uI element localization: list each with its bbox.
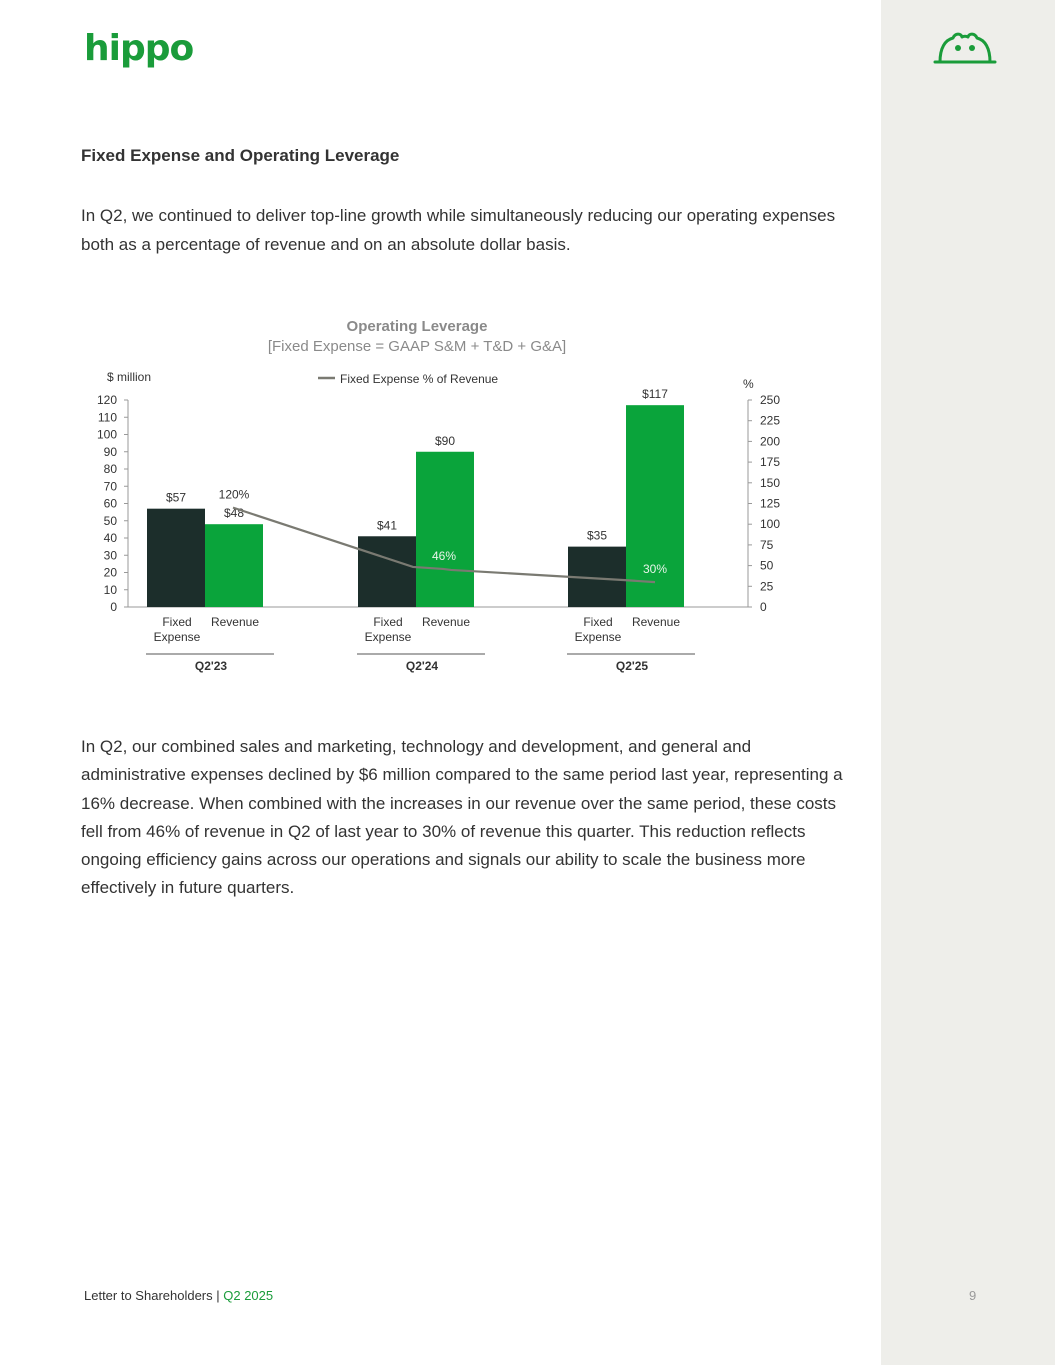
y-tick-label-right: 75 [760,537,774,552]
y-tick-label-left: 110 [97,410,117,425]
bar-fixed-expense [147,509,205,607]
y-tick-label-right: 125 [760,496,781,511]
bar-revenue [205,524,263,607]
y-tick-label-left: 0 [110,600,117,614]
footer-text: Letter to Shareholders | [84,1288,224,1303]
y-tick-label-left: 40 [103,531,117,545]
chart-title: Operating Leverage [346,318,488,335]
x-category-fixed-expense: Fixed Expense [574,615,622,644]
y-tick-label-right: 225 [760,413,781,428]
bar-revenue [416,452,474,607]
y-tick-label-left: 50 [103,513,117,528]
group-label: Q2'25 [615,659,649,673]
y-tick-label-left: 10 [103,582,117,597]
y-tick-label-right: 150 [760,475,781,490]
x-category-revenue: Revenue [631,615,681,629]
page-sidebar [881,0,1055,1365]
y-tick-label-left: 70 [103,479,117,494]
x-category-revenue: Revenue [421,615,471,629]
y-tick-label-right: 175 [760,455,781,470]
footer-quarter: Q2 2025 [223,1288,274,1303]
bar-label-revenue: $90 [434,433,456,448]
y-tick-label-right: 200 [760,434,781,449]
x-category-fixed-expense: Fixed Expense [364,615,412,644]
x-category-fixed-expense: Fixed Expense [153,615,201,644]
y-tick-label-left: 60 [103,496,117,511]
page-number: 9 [969,1288,977,1303]
y-tick-label-right: 100 [760,517,781,532]
footer [84,1288,273,1303]
line-label: 46% [431,548,457,563]
bar-label-revenue: $117 [642,387,668,402]
y-tick-label-left: 100 [96,427,117,442]
group-label: Q2'24 [405,659,439,673]
chart-subtitle: [Fixed Expense = GAAP S&M + T&D + G&A] [267,338,567,355]
bar-fixed-expense [358,536,416,607]
y-tick-label-left: 80 [103,462,117,476]
bar-label-fixed-expense: $57 [165,490,187,505]
y-tick-label-right: 250 [760,393,781,407]
bar-label-revenue: $48 [223,506,245,521]
y-tick-label-left: 120 [96,393,117,407]
y-axis-left-label: $ million [107,370,152,384]
hippo-head-icon [931,30,999,66]
y-tick-label-left: 20 [103,565,117,580]
intro-paragraph: In Q2, we continued to deliver top-line growth while simultaneously reducing our operating expenses both as a percentage of revenue and on an absolute dollar basis. [81,206,836,254]
bar-label-fixed-expense: $35 [586,528,608,543]
y-tick-label-left: 30 [103,548,117,563]
line-label: 30% [642,562,668,577]
y-axis-right-label: % [743,377,754,391]
bar-label-fixed-expense: $41 [376,518,398,533]
section-heading: Fixed Expense and Operating Leverage [81,146,400,165]
bar-revenue [626,405,684,607]
y-tick-label-left: 90 [103,444,117,459]
x-category-revenue: Revenue [210,615,260,629]
y-tick-label-right: 50 [760,558,774,573]
operating-leverage-chart [90,310,810,690]
y-tick-label-right: 0 [760,600,767,614]
legend-label: Fixed Expense % of Revenue [340,372,499,386]
hippo-logo: hippo [84,28,194,69]
line-label: 120% [218,487,250,502]
y-tick-label-right: 25 [760,579,774,594]
body-paragraph: In Q2, our combined sales and marketing, technology and development, and general and administrative expenses declined by $6 million compared to the same period last year, representing a 16% decrease. When combined with the increases in our revenue over the same period, these costs fell from 46% of revenue in Q2 of last year to 30% of revenue this quarter. This reduction reflects ongoing efficiency gains across our operations and signals our ability to scale the business more effectively in future quarters. [81,737,843,898]
group-label: Q2'23 [194,659,228,673]
